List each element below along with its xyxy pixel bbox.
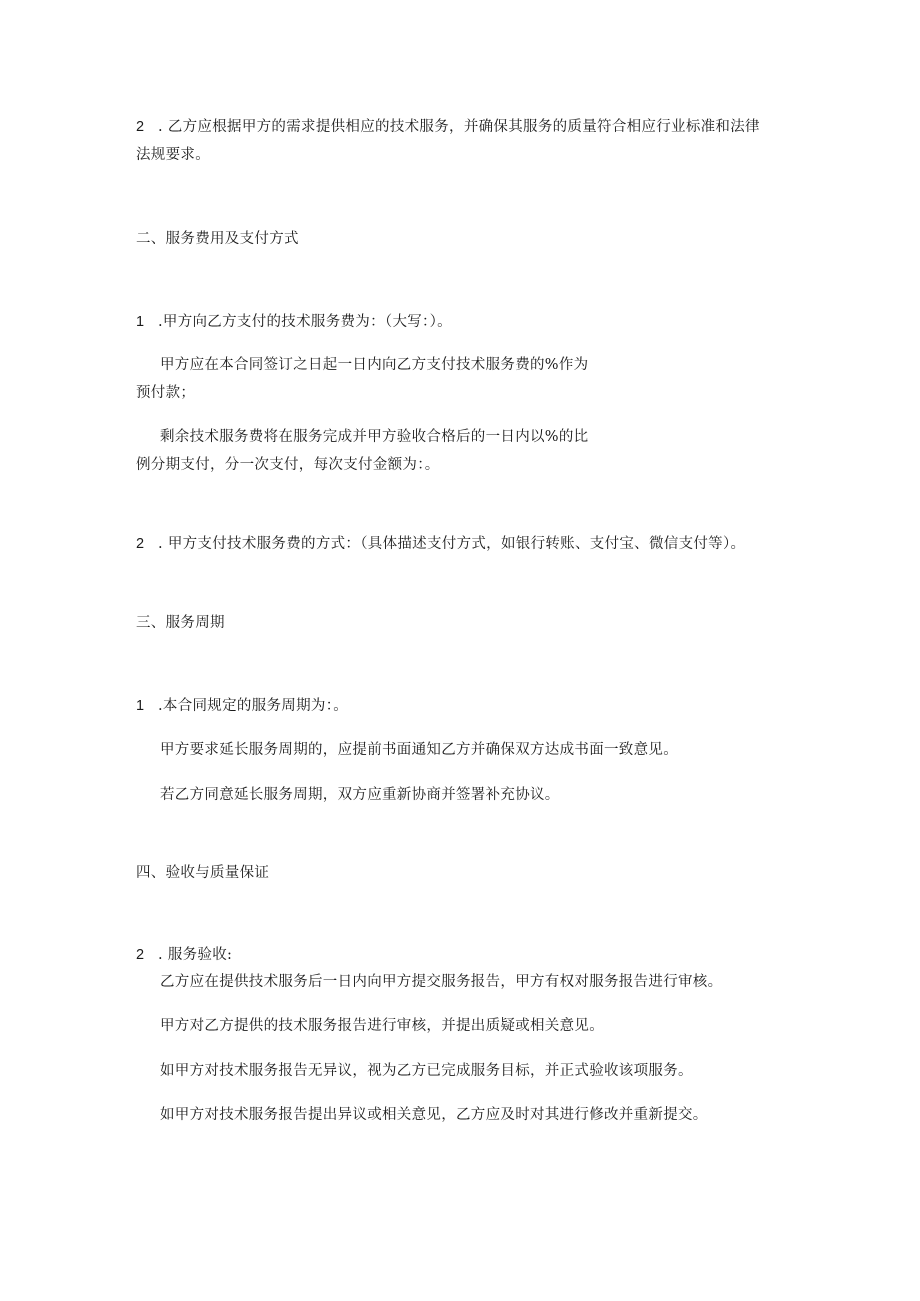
clause-4-2-p4: 如甲方对技术服务报告提出异议或相关意见，乙方应及时对其进行修改并重新提交。 [160, 1107, 708, 1123]
section-heading-3: 三、服务周期 [136, 615, 225, 631]
clause-2-1-p2-line-1: 剩余技术服务费将在服务完成并甲方验收合格后的一日内以%的比 [160, 429, 589, 445]
clause-2-1 [136, 313, 452, 331]
clause-4-2-p3: 如甲方对技术服务报告无异议，视为乙方已完成服务目标，并正式验收该项服务。 [160, 1063, 693, 1079]
clause-2-1-p1-line-1: 甲方应在本合同签订之日起一日内向乙方支付技术服务费的%作为 [160, 357, 589, 373]
clause-text: .本合同规定的服务周期为：。 [158, 698, 349, 714]
section-heading-4: 四、验收与质量保证 [136, 865, 270, 881]
clause-4-2-p2: 甲方对乙方提供的技术服务报告进行审核，并提出质疑或相关意见。 [160, 1018, 604, 1034]
clause-number: 1 [136, 698, 145, 714]
clause-text: . 甲方支付技术服务费的方式：（具体描述支付方式，如银行转账、支付宝、微信支付等）。 [158, 536, 746, 552]
clause-2-1-p1-line-2: 预付款； [136, 385, 196, 401]
clause-text: .甲方向乙方支付的技术服务费为：（大写：）。 [158, 314, 452, 330]
clause-2-1-p2-line-2: 例分期支付，分一次支付，每次支付金额为：。 [136, 457, 440, 473]
clause-4-2-p1: 乙方应在提供技术服务后一日内向甲方提交服务报告，甲方有权对服务报告进行审核。 [160, 974, 723, 990]
clause-4-2 [136, 946, 232, 964]
clause-1-2-line-1 [136, 118, 760, 136]
clause-text: . 服务验收: [158, 947, 233, 963]
clause-number: 2 [136, 947, 145, 963]
clause-2-2 [136, 535, 745, 553]
clause-3-1-p2: 若乙方同意延长服务周期，双方应重新协商并签署补充协议。 [160, 787, 560, 803]
section-heading-2: 二、服务费用及支付方式 [136, 231, 299, 247]
clause-number: 2 [136, 119, 145, 135]
clause-1-2-line-2: 法规要求。 [136, 147, 210, 163]
clause-text: . 乙方应根据甲方的需求提供相应的技术服务，并确保其服务的质量符合相应行业标准和法律 [158, 119, 760, 135]
clause-number: 1 [136, 314, 145, 330]
clause-3-1-p1: 甲方要求延长服务周期的，应提前书面通知乙方并确保双方达成书面一致意见。 [160, 742, 678, 758]
clause-3-1 [136, 697, 348, 715]
clause-number: 2 [136, 536, 145, 552]
